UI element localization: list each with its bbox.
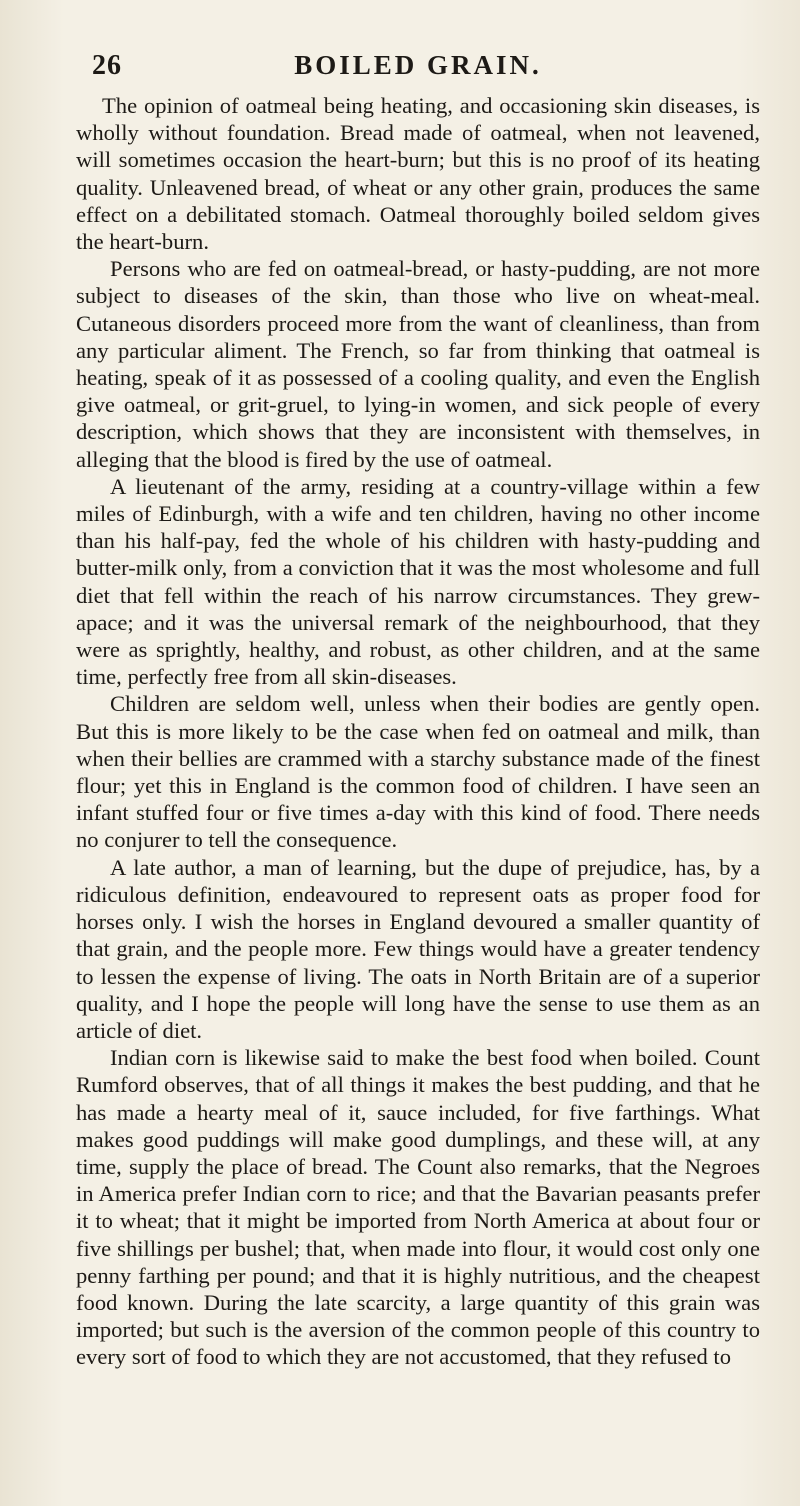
paragraph-lieutenant: A lieutenant of the army, residing at a country-village within a few miles of Edinburgh, with a wife and ten children, having no other income than his half-pay, fed the whole of his children with hasty-pudding and butter-milk only, from a conviction that it was the most wholesome and full diet that fell within the reach of his narrow circumstances. They grew-apace; and it was the universal remark of the neighbourhood, that they were as sprightly, healthy, and robust, as other children, and at the same time, perfectly free from all skin-diseases.	[76, 473, 760, 690]
paragraph-children: Children are seldom well, unless when their bodies are gently open. But this is more likely to be the case when fed on oatmeal and milk, than when their bellies are crammed with a starchy substance made of the finest flour; yet this in England is the common food of children. I have seen an infant stuffed four or five times a-day with this kind of food. There needs no conjurer to tell the consequence.	[76, 691, 760, 853]
paragraph-persons-fed-oatmeal: Persons who are fed on oatmeal-bread, or hasty-pudding, are not more subject to diseases of the skin, than those who live on wheat-meal. Cutaneous disorders proceed more from the want of cleanliness, than from any particular aliment. The French, so far from thinking that oatmeal is heating, speak of it as possessed of a cooling quality, and even the English give oatmeal, or grit-gruel, to lying-in women, and sick people of every description, which shows that they are inconsistent with themselves, in alleging that the blood is fired by the use of oatmeal.	[76, 256, 760, 472]
paragraph-indian-corn: Indian corn is likewise said to make the best food when boiled. Count Rumford observes, that of all things it makes the best pudding, and that he has made a hearty meal of it, sauce included, for five farthings. What makes good puddings will make good dumplings, and these will, at any time, supply the place of bread. The Count also remarks, that the Negroes in America prefer Indian corn to rice; and that the Bavarian peasants prefer it to wheat; that it might be imported from North America at about four or five shillings per bushel; that, when made into flour, it would cost only one penny farthing per pound; and that it is highly nutritious, and the cheapest food known. During the late scarcity, a large quantity of this grain was imported; but such is the aversion of the common people of this country to every sort of food to which they are not accustomed, that they refused to	[76, 1045, 760, 1370]
paragraph-oatmeal-opinion: The opinion of oatmeal being heating, and occasioning skin diseases, is wholly without foundation. Bread made of oatmeal, when not leavened, will sometimes occasion the heart-burn; but this is no proof of its heating quality. Unleavened bread, of wheat or any other grain, produces the same effect on a debilitated stomach. Oatmeal thoroughly boiled seldom gives the heart-burn.	[76, 93, 760, 255]
body-text	[76, 92, 760, 1371]
running-title: BOILED GRAIN.	[294, 50, 542, 80]
page-number: 26	[92, 50, 122, 81]
paragraph-late-author: A late author, a man of learning, but the dupe of prejudice, has, by a ridiculous definition, endeavoured to represent oats as proper food for horses only. I wish the horses in England devoured a smaller quantity of that grain, and the people more. Few things would have a greater tendency to lessen the expense of living. The oats in North Britain are of a superior quality, and I hope the people will long have the sense to use them as an article of diet.	[76, 854, 760, 1043]
running-head	[76, 44, 760, 88]
